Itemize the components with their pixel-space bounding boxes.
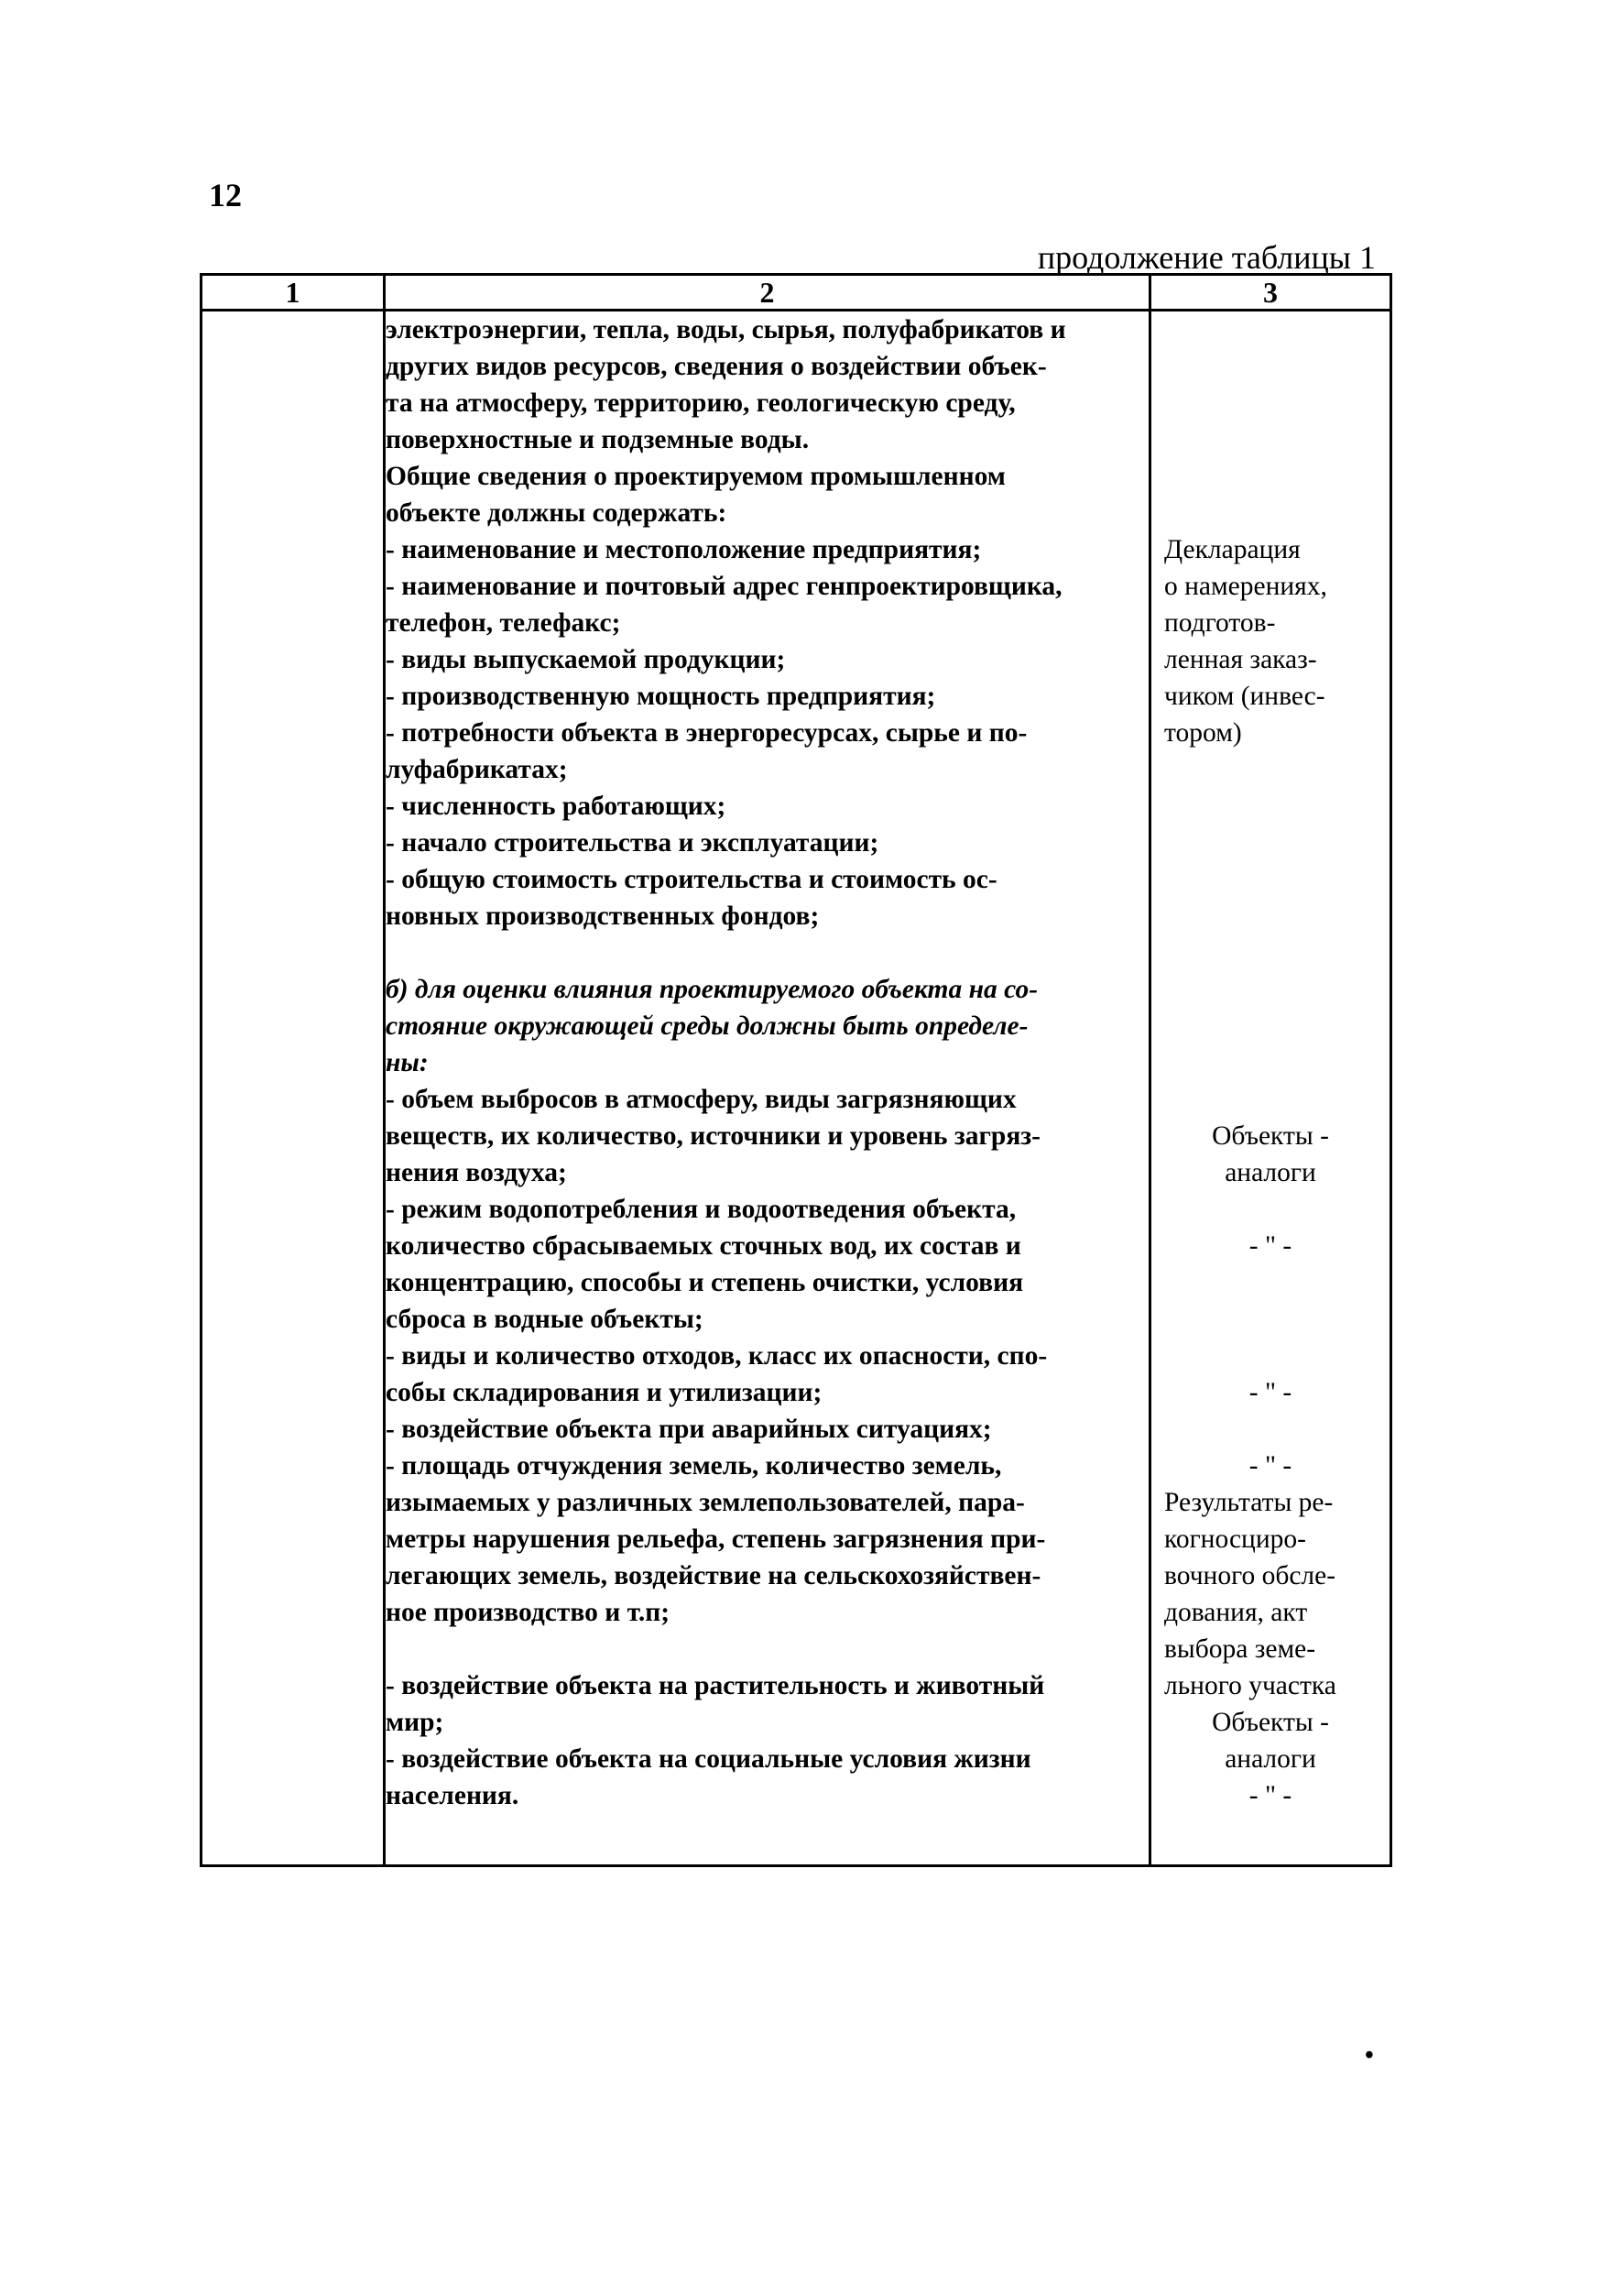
text-line: о намерениях,	[1164, 572, 1327, 601]
text-line: Общие сведения о проектируемом промышленном	[386, 462, 1006, 491]
list-item: - наименование и местоположение предприятия;	[386, 535, 982, 564]
list-item: веществ, их количество, источники и уровень загряз-	[386, 1121, 1041, 1151]
text-line: аналоги	[1225, 1158, 1316, 1187]
list-item: - воздействие объекта на растительность и животный	[386, 1671, 1045, 1700]
text-line: тором)	[1164, 718, 1242, 748]
table-header-row	[202, 275, 1391, 311]
list-item: - наименование и почтовый адрес генпроектировщика,	[386, 572, 1063, 601]
body-col-3	[1150, 311, 1391, 1866]
list-item: нения воздуха;	[386, 1158, 567, 1187]
text-line: электроэнергии, тепла, воды, сырья, полуфабрикатов и	[386, 315, 1066, 344]
table-body-row	[202, 311, 1391, 1866]
impact-list-continued	[386, 1667, 1149, 1814]
text-line: вочного обсле-	[1164, 1561, 1336, 1590]
text-line: подготов-	[1164, 608, 1276, 638]
ditto-mark: - " -	[1248, 1451, 1292, 1481]
list-item: метры нарушения рельефа, степень загрязнения при-	[386, 1524, 1046, 1554]
header-col-3: 3	[1150, 275, 1391, 311]
ditto-mark: - " -	[1248, 1378, 1292, 1407]
text-line: дования, акт	[1164, 1598, 1308, 1627]
list-item: - воздействие объекта на социальные условия жизни	[386, 1744, 1031, 1774]
intro-paragraph	[386, 311, 1149, 458]
general-info-list	[386, 531, 1149, 934]
list-item: населения.	[386, 1781, 519, 1810]
list-item: - потребности объекта в энергоресурсах, сырье и по-	[386, 718, 1028, 748]
text-line: чиком (инвес-	[1164, 682, 1325, 711]
text-line: стояние окружающей среды должны быть определе-	[386, 1011, 1029, 1041]
text-line: объекте должны содержать:	[386, 498, 727, 528]
list-item: ное производство и т.п;	[386, 1598, 670, 1627]
list-item: - объем выбросов в атмосферу, виды загрязняющих	[386, 1085, 1017, 1114]
list-item: - площадь отчуждения земель, количество земель,	[386, 1451, 1002, 1481]
list-item: изымаемых у различных землепользователей, пара-	[386, 1488, 1025, 1517]
text-line: когносциро-	[1164, 1524, 1306, 1554]
list-item: луфабрикатах;	[386, 755, 568, 784]
stray-mark: •	[1365, 2041, 1374, 2070]
header-col-2: 2	[385, 275, 1150, 311]
list-item: - численность работающих;	[386, 792, 726, 821]
source-survey-results	[1164, 1484, 1384, 1704]
text-line: та на атмосферу, территорию, геологическую среду,	[386, 388, 1016, 418]
page-number: 12	[209, 177, 242, 213]
document-table	[200, 273, 1392, 1867]
section-b-heading	[386, 971, 1149, 1081]
list-item: - общую стоимость строительства и стоимость ос-	[386, 865, 997, 894]
list-item: телефон, телефакс;	[386, 608, 621, 638]
list-item: - режим водопотребления и водоотведения объекта,	[386, 1195, 1017, 1224]
list-item: мир;	[386, 1708, 444, 1737]
body-col-1	[202, 311, 385, 1866]
list-item: новных производственных фондов;	[386, 902, 820, 931]
source-analogs	[1155, 1704, 1386, 1777]
text-line: выбора земе-	[1164, 1634, 1316, 1664]
text-line: Декларация	[1164, 535, 1301, 564]
impact-list	[386, 1081, 1149, 1631]
text-line: других видов ресурсов, сведения о воздействии объек-	[386, 352, 1047, 381]
text-line: Объекты -	[1212, 1121, 1329, 1151]
text-line: поверхностные и подземные воды.	[386, 425, 810, 454]
list-item: - производственную мощность предприятия;	[386, 682, 936, 711]
text-line: Объекты -	[1212, 1708, 1329, 1737]
ditto-mark: - " -	[1248, 1231, 1292, 1261]
header-col-1: 1	[202, 275, 385, 311]
table-caption: продолжение таблицы 1	[1037, 239, 1376, 276]
list-item: - виды и количество отходов, класс их опасности, спо-	[386, 1341, 1048, 1371]
list-item: легающих земель, воздействие на сельскохозяйствен-	[386, 1561, 1041, 1590]
body-col-2	[385, 311, 1150, 1866]
list-item: сброса в водные объекты;	[386, 1305, 703, 1334]
list-item: - начало строительства и эксплуатации;	[386, 828, 879, 858]
source-declaration	[1164, 531, 1384, 751]
ditto-mark: - " -	[1248, 1781, 1292, 1810]
general-info-paragraph	[386, 458, 1149, 531]
text-line: Результаты ре-	[1164, 1488, 1334, 1517]
text-line: ны:	[386, 1048, 429, 1077]
text-line: ленная заказ-	[1164, 645, 1317, 674]
list-item: - воздействие объекта при аварийных ситуациях;	[386, 1415, 992, 1444]
text-line: льного участка	[1164, 1671, 1336, 1700]
list-item: концентрацию, способы и степень очистки, условия	[386, 1268, 1024, 1297]
text-line: б) для оценки влияния проектируемого объекта на со-	[386, 975, 1039, 1004]
list-item: - виды выпускаемой продукции;	[386, 645, 786, 674]
list-item: количество сбрасываемых сточных вод, их состав и	[386, 1231, 1021, 1261]
list-item: собы складирования и утилизации;	[386, 1378, 823, 1407]
source-analogs	[1155, 1118, 1386, 1191]
text-line: аналоги	[1225, 1744, 1316, 1774]
